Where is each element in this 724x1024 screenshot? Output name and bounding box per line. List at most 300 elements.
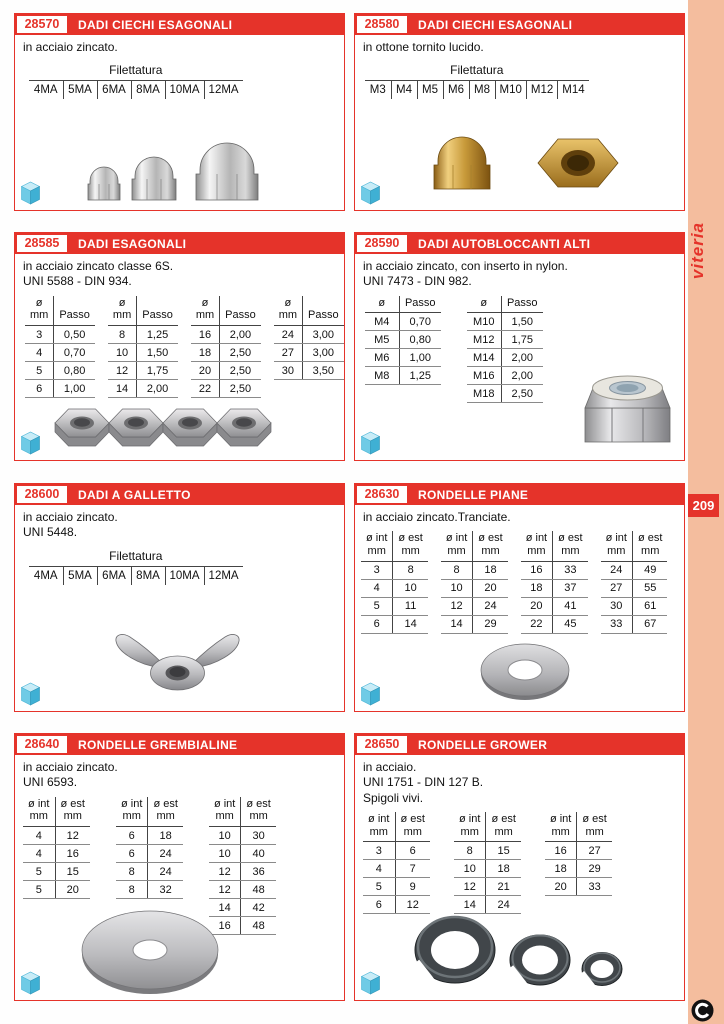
sidebar-strip (688, 0, 724, 1024)
spec-cell: 3,50 (303, 362, 344, 380)
spec-cell: M4 (365, 313, 399, 331)
spec-table-group (601, 531, 668, 633)
package-box-icon (360, 681, 381, 706)
spec-row (361, 597, 428, 615)
steel-cap-nuts-image (65, 126, 290, 204)
spec-cell: 14 (441, 615, 473, 633)
spec-header-row (441, 531, 508, 561)
spec-cell: 3 (25, 326, 54, 344)
spec-cell: 22 (191, 380, 220, 398)
spec-cell: 4 (363, 860, 395, 878)
thread-table (365, 62, 589, 99)
product-code: 28585 (17, 235, 67, 252)
spec-cell: 0,70 (399, 313, 441, 331)
spec-table-group (365, 296, 441, 386)
spec-row (601, 597, 668, 615)
spec-cell: M10 (467, 313, 501, 331)
spec-cell: 2,00 (501, 367, 543, 385)
size-table (29, 548, 344, 585)
size-table (29, 62, 344, 99)
column-header: Passo (137, 296, 178, 326)
spec-cell: 27 (601, 579, 633, 597)
column-header: Passo (303, 296, 344, 326)
spec-cell: 45 (553, 615, 588, 633)
product-code: 28650 (357, 736, 407, 753)
column-header: ø est mm (55, 797, 90, 827)
spec-cell: 2,00 (137, 380, 178, 398)
package-box-icon (20, 681, 41, 706)
spec-header-row (363, 812, 430, 842)
column-header: ø est mm (632, 531, 667, 561)
product-code: 28600 (17, 486, 67, 503)
size-table (355, 531, 684, 633)
spec-cell: 10 (393, 579, 428, 597)
spec-cell: 2,00 (501, 349, 543, 367)
thread-size-cell: M12 (526, 81, 557, 100)
spec-table-group (191, 296, 261, 398)
spec-cell: 10 (209, 845, 241, 863)
product-box (354, 733, 685, 1001)
thread-size-cell: 8MA (131, 81, 165, 100)
spec-cell: 8 (116, 863, 148, 881)
product-description (23, 40, 336, 55)
spec-table-group (467, 296, 543, 404)
spec-row (467, 349, 543, 367)
spec-row (23, 827, 90, 845)
spec-cell: 1,25 (137, 326, 178, 344)
product-code: 28580 (357, 16, 407, 33)
thread-size-cell: M5 (417, 81, 443, 100)
spec-row (191, 362, 261, 380)
product-title: DADI CIECHI ESAGONALI (418, 17, 573, 32)
description-line: in acciaio zincato. (23, 760, 118, 774)
spec-cell: 21 (486, 878, 521, 896)
product-body (355, 505, 684, 711)
spec-cell: 12 (55, 827, 90, 845)
column-header: ø int mm (116, 797, 148, 827)
spec-table-group (116, 797, 183, 899)
spec-row (363, 842, 430, 860)
product-title: RONDELLE GROWER (418, 737, 548, 752)
spec-cell: 24 (486, 896, 521, 914)
spec-header-row (274, 296, 344, 326)
product-title: RONDELLE GREMBIALINE (78, 737, 238, 752)
spec-cell: 49 (632, 561, 667, 579)
spec-row (274, 344, 344, 362)
lock-nut-image (575, 360, 680, 452)
thread-size-cell: 12MA (204, 566, 243, 585)
spec-row (441, 615, 508, 633)
spec-cell: 14 (108, 380, 137, 398)
spec-header-row (209, 797, 276, 827)
spec-cell: 10 (454, 860, 486, 878)
spec-cell: 4 (25, 344, 54, 362)
spec-cell: 8 (108, 326, 137, 344)
product-header (355, 484, 684, 505)
column-header: ø int mm (601, 531, 633, 561)
spec-header-row (545, 812, 612, 842)
column-header: ø int mm (209, 797, 241, 827)
spec-cell: 0,50 (54, 326, 95, 344)
publisher-logo-icon (691, 999, 714, 1022)
spec-cell: 42 (241, 899, 276, 917)
column-header: ø mm (108, 296, 137, 326)
spec-table-groups (363, 812, 684, 914)
spec-cell: 12 (209, 863, 241, 881)
product-box (14, 483, 345, 712)
spec-cell: 30 (274, 362, 303, 380)
spec-cell: 5 (23, 863, 55, 881)
product-body (15, 505, 344, 711)
spec-cell: 3 (361, 561, 393, 579)
product-body (355, 35, 684, 210)
spec-row (454, 878, 521, 896)
spec-header-row (116, 797, 183, 827)
thread-size-cell: M14 (558, 81, 589, 100)
product-description (363, 510, 676, 525)
product-header (15, 734, 344, 755)
spec-cell: 6 (116, 845, 148, 863)
spec-cell: 18 (148, 827, 183, 845)
description-line: UNI 7473 - DIN 982. (363, 274, 472, 289)
thread-table (29, 62, 243, 99)
spec-row (365, 313, 441, 331)
thread-size-cell: 5MA (63, 81, 97, 100)
spec-cell: 6 (395, 842, 430, 860)
thread-table (29, 548, 243, 585)
spec-cell: 11 (393, 597, 428, 615)
thread-size-cell: 5MA (63, 566, 97, 585)
package-box-icon (360, 180, 381, 205)
spec-row (25, 326, 95, 344)
product-title: RONDELLE PIANE (418, 487, 529, 502)
size-table (365, 62, 684, 99)
spec-cell: 20 (191, 362, 220, 380)
spec-cell: 2,50 (220, 344, 261, 362)
spec-cell: 8 (116, 881, 148, 899)
page-number-badge: 209 (688, 494, 719, 517)
thread-size-cell: 4MA (33, 84, 58, 97)
column-header: ø mm (191, 296, 220, 326)
spec-table-group (274, 296, 344, 380)
thread-table-label: Filettatura (365, 62, 589, 81)
column-header: ø est mm (395, 812, 430, 842)
spec-cell: 33 (577, 878, 612, 896)
spec-table-groups (361, 531, 684, 633)
spec-cell: 18 (545, 860, 577, 878)
wing-nut-image (100, 625, 255, 697)
column-header: ø int mm (23, 797, 55, 827)
thread-table-label: Filettatura (29, 62, 243, 81)
spec-cell: M18 (467, 385, 501, 403)
spec-header-row (365, 296, 441, 313)
grower-washers-image (395, 903, 635, 998)
spec-cell: 0,70 (54, 344, 95, 362)
spec-header-row (23, 797, 90, 827)
spec-cell: 33 (553, 561, 588, 579)
description-line: in acciaio zincato. (23, 510, 118, 524)
spec-cell: 48 (241, 881, 276, 899)
product-description (23, 510, 336, 541)
spec-cell: 4 (23, 827, 55, 845)
spec-cell: 40 (241, 845, 276, 863)
product-body (15, 254, 344, 460)
spec-row (601, 561, 668, 579)
spec-cell: 16 (191, 326, 220, 344)
spec-cell: 12 (209, 881, 241, 899)
spec-row (116, 881, 183, 899)
spec-row (521, 579, 588, 597)
description-line: UNI 5448. (23, 525, 78, 540)
spec-row (191, 344, 261, 362)
spec-cell: 24 (473, 597, 508, 615)
spec-row (363, 878, 430, 896)
spec-cell: 27 (274, 344, 303, 362)
spec-cell: 0,80 (54, 362, 95, 380)
product-box (354, 13, 685, 211)
spec-cell: 5 (363, 878, 395, 896)
spec-cell: 12 (395, 896, 430, 914)
spec-row (454, 842, 521, 860)
spec-row (467, 331, 543, 349)
column-header: ø (467, 296, 501, 313)
package-box-icon (360, 430, 381, 455)
spec-row (363, 860, 430, 878)
spec-cell: 22 (521, 615, 553, 633)
spec-table-group (23, 797, 90, 899)
column-header: ø mm (25, 296, 54, 326)
column-header: ø est mm (486, 812, 521, 842)
spec-cell: 20 (55, 881, 90, 899)
product-box (354, 232, 685, 461)
package-box-icon (20, 430, 41, 455)
spec-cell: 2,50 (501, 385, 543, 403)
spec-header-row (601, 531, 668, 561)
spec-header-row (25, 296, 95, 326)
description-line: UNI 1751 - DIN 127 B. (363, 775, 484, 790)
spec-cell: 14 (209, 899, 241, 917)
spec-cell: M12 (467, 331, 501, 349)
spec-cell: M8 (365, 367, 399, 385)
spec-header-row (108, 296, 178, 326)
spec-row (441, 579, 508, 597)
spec-cell: 16 (521, 561, 553, 579)
column-header: ø int mm (545, 812, 577, 842)
description-line: in acciaio zincato. (23, 40, 118, 54)
column-header: ø est mm (148, 797, 183, 827)
package-box-icon (360, 970, 381, 995)
spec-cell: 20 (521, 597, 553, 615)
spec-row (545, 860, 612, 878)
spec-cell: 1,00 (54, 380, 95, 398)
size-table (355, 812, 684, 914)
spec-table-group (25, 296, 95, 398)
spec-cell: 18 (486, 860, 521, 878)
spec-row (467, 367, 543, 385)
product-title: DADI AUTOBLOCCANTI ALTI (418, 236, 591, 251)
spec-row (108, 326, 178, 344)
spec-row (545, 878, 612, 896)
spec-table-group (361, 531, 428, 633)
package-box-icon (20, 180, 41, 205)
column-header: Passo (54, 296, 95, 326)
spec-cell: 3,00 (303, 344, 344, 362)
column-header: ø int mm (363, 812, 395, 842)
description-line: in acciaio zincato classe 6S. (23, 259, 174, 273)
spec-table-groups (25, 296, 344, 398)
thread-size-cell: M3 (369, 84, 386, 97)
spec-row (441, 597, 508, 615)
spec-cell: 24 (148, 845, 183, 863)
spec-cell: 3 (363, 842, 395, 860)
column-header: ø est mm (241, 797, 276, 827)
spec-cell: 14 (454, 896, 486, 914)
thread-size-cell: 6MA (97, 566, 131, 585)
spec-cell: 29 (473, 615, 508, 633)
spec-cell: 5 (23, 881, 55, 899)
product-header (15, 14, 344, 35)
product-header (15, 233, 344, 254)
spec-row (23, 845, 90, 863)
description-line: UNI 6593. (23, 775, 78, 790)
spec-cell: 27 (577, 842, 612, 860)
spec-cell: 1,50 (137, 344, 178, 362)
spec-row (601, 579, 668, 597)
spec-row (365, 331, 441, 349)
product-box (14, 13, 345, 211)
brass-cap-nuts-image (410, 123, 645, 198)
spec-cell: 67 (632, 615, 667, 633)
column-header: ø (365, 296, 399, 313)
spec-cell: 9 (395, 878, 430, 896)
thread-size-row (29, 81, 243, 100)
spec-cell: 30 (241, 827, 276, 845)
spec-cell: 7 (395, 860, 430, 878)
spec-row (274, 362, 344, 380)
column-header: ø int mm (454, 812, 486, 842)
product-description (363, 760, 676, 806)
product-header (15, 484, 344, 505)
spec-row (116, 827, 183, 845)
column-header: ø int mm (521, 531, 553, 561)
spec-row (361, 615, 428, 633)
spec-header-row (521, 531, 588, 561)
product-box (14, 232, 345, 461)
thread-size-cell: 8MA (131, 566, 165, 585)
product-header (355, 233, 684, 254)
spec-cell: 1,00 (399, 349, 441, 367)
column-header: ø int mm (441, 531, 473, 561)
product-body (15, 755, 344, 1000)
spec-row (116, 863, 183, 881)
spec-row (25, 362, 95, 380)
spec-cell: 12 (454, 878, 486, 896)
thread-size-cell: 12MA (204, 81, 243, 100)
spec-header-row (191, 296, 261, 326)
thread-size-cell: M10 (495, 81, 526, 100)
description-line: UNI 5588 - DIN 934. (23, 274, 132, 289)
thread-size-cell: M8 (469, 81, 495, 100)
spec-cell: 10 (108, 344, 137, 362)
column-header: ø int mm (361, 531, 393, 561)
spec-cell: 24 (274, 326, 303, 344)
spec-row (191, 326, 261, 344)
thread-size-cell: M4 (391, 81, 417, 100)
column-header: ø mm (274, 296, 303, 326)
spec-row (116, 845, 183, 863)
product-header (355, 734, 684, 755)
spec-row (25, 344, 95, 362)
thread-table-label: Filettatura (29, 548, 243, 567)
spec-row (361, 579, 428, 597)
spec-cell: 12 (441, 597, 473, 615)
spec-cell: 14 (393, 615, 428, 633)
column-header: ø est mm (553, 531, 588, 561)
spec-cell: 16 (545, 842, 577, 860)
column-header: ø est mm (473, 531, 508, 561)
spec-cell: 10 (209, 827, 241, 845)
thread-size-cell: 6MA (97, 81, 131, 100)
product-title: DADI ESAGONALI (78, 236, 187, 251)
spec-header-row (454, 812, 521, 842)
spec-cell: 10 (441, 579, 473, 597)
spec-cell: 20 (545, 878, 577, 896)
product-code: 28570 (17, 16, 67, 33)
description-line: in ottone tornito lucido. (363, 40, 484, 54)
description-line: in acciaio zincato.Tranciate. (363, 510, 511, 524)
spec-cell: 3,00 (303, 326, 344, 344)
spec-row (454, 860, 521, 878)
spec-cell: 29 (577, 860, 612, 878)
spec-cell: 33 (601, 615, 633, 633)
spec-cell: 15 (55, 863, 90, 881)
spec-cell: 1,25 (399, 367, 441, 385)
thread-size-cell: 10MA (165, 81, 204, 100)
spec-table-group (108, 296, 178, 398)
description-line: in acciaio. (363, 760, 417, 774)
spec-cell: 1,50 (501, 313, 543, 331)
column-header: ø est mm (577, 812, 612, 842)
spec-cell: 2,50 (220, 380, 261, 398)
spec-row (521, 597, 588, 615)
thread-size-row (365, 81, 589, 100)
spec-cell: 0,80 (399, 331, 441, 349)
spec-cell: 37 (553, 579, 588, 597)
spec-cell: M6 (365, 349, 399, 367)
spec-table-group (363, 812, 430, 914)
product-code: 28590 (357, 235, 407, 252)
spec-row (467, 313, 543, 331)
spec-cell: 18 (191, 344, 220, 362)
spec-row (108, 344, 178, 362)
spec-cell: 32 (148, 881, 183, 899)
spec-cell: 6 (25, 380, 54, 398)
spec-row (441, 561, 508, 579)
product-code: 28630 (357, 486, 407, 503)
description-line: in acciaio zincato, con inserto in nylon. (363, 259, 568, 273)
flat-washer-image (470, 637, 580, 705)
hex-nuts-image (50, 395, 280, 457)
spec-cell: 6 (116, 827, 148, 845)
spec-row (209, 863, 276, 881)
spec-row (274, 326, 344, 344)
category-label: viteria (688, 222, 707, 280)
product-body (355, 254, 684, 460)
spec-row (601, 615, 668, 633)
spec-row (209, 881, 276, 899)
spec-row (365, 349, 441, 367)
spec-cell: 2,00 (220, 326, 261, 344)
